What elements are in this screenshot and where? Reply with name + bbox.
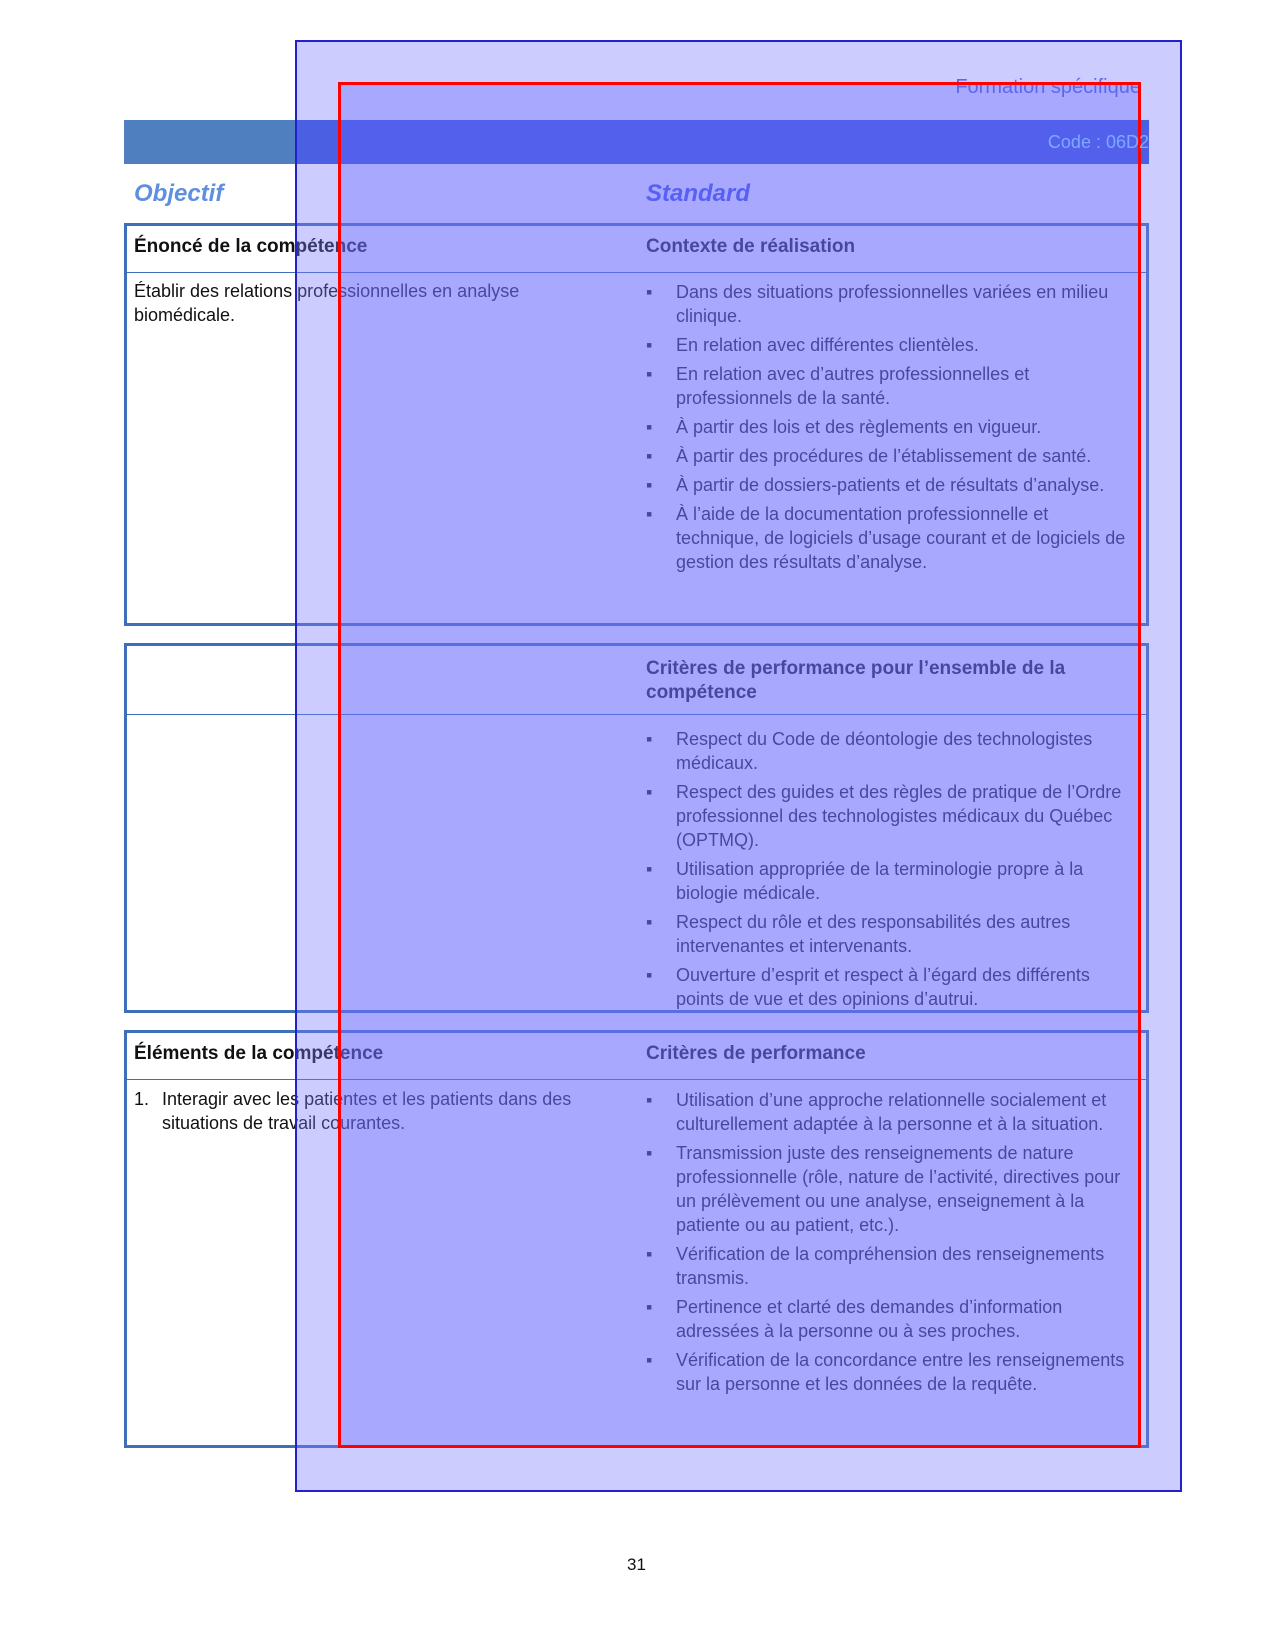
list-item: ▪ Vérification de la compréhension des renseignements transmis.: [646, 1242, 1136, 1290]
list-item: ▪ À l’aide de la documentation professionnelle et technique, de logiciels d’usage courant et de logiciels de gestion des résultats d’analyse.: [646, 502, 1136, 574]
list-item: ▪ En relation avec différentes clientèles.: [646, 333, 1136, 357]
statement-title: Énoncé de la compétence: [134, 236, 368, 257]
page-header-title: Formation spécifique: [955, 76, 1141, 98]
highlight-region-inner: [338, 82, 1141, 1448]
competency-statement: Établir des relations professionnelles en analyse biomédicale.: [134, 281, 520, 325]
list-item: ▪ À partir des procédures de l’établissement de santé.: [646, 444, 1136, 468]
overall-criteria-title: Critères de performance pour l’ensemble de la compétence: [646, 658, 1066, 703]
context-title: Contexte de réalisation: [646, 236, 856, 257]
list-item: ▪ Respect des guides et des règles de pratique de l’Ordre professionnel des technologistes médicaux du Québec (OPTMQ).: [646, 780, 1136, 852]
list-item: ▪ Ouverture d’esprit et respect à l’égard des différents points de vue et des opinions d’autrui.: [646, 963, 1136, 1011]
standard-heading: Standard: [646, 180, 751, 207]
objective-heading: Objectif: [134, 180, 224, 207]
list-item: ▪ Respect du rôle et des responsabilités des autres intervenantes et intervenants.: [646, 910, 1136, 958]
list-item: ▪ Vérification de la concordance entre les renseignements sur la personne et les données de la requête.: [646, 1348, 1136, 1396]
list-item: ▪ Respect du Code de déontologie des technologistes médicaux.: [646, 727, 1136, 775]
element-number: 1.: [134, 1089, 150, 1109]
list-item: ▪ À partir des lois et des règlements en vigueur.: [646, 415, 1136, 439]
list-item: ▪ Dans des situations professionnelles variées en milieu clinique.: [646, 280, 1136, 328]
performance-criteria-title: Critères de performance: [646, 1043, 866, 1064]
list-item: ▪ Utilisation d’une approche relationnelle socialement et culturellement adaptée à la personne et à la situation.: [646, 1088, 1136, 1136]
list-item: ▪ À partir de dossiers-patients et de résultats d’analyse.: [646, 473, 1136, 497]
list-item: ▪ Pertinence et clarté des demandes d’information adressées à la personne ou à ses proches.: [646, 1295, 1136, 1343]
list-item: ▪ Transmission juste des renseignements de nature professionnelle (rôle, nature de l’activité, directives pour un prélèvement ou une analyse, enseignement à la patiente ou au patient, etc.).: [646, 1141, 1136, 1237]
list-item: ▪ En relation avec d’autres professionnelles et professionnels de la santé.: [646, 362, 1136, 410]
element-text: Interagir avec les patientes et les patients dans des situations de travail courantes.: [162, 1089, 572, 1133]
page-number: 31: [627, 1555, 646, 1574]
program-code: Code : 06D2: [1047, 132, 1149, 152]
list-item: ▪ Utilisation appropriée de la terminologie propre à la biologie médicale.: [646, 857, 1136, 905]
elements-title: Éléments de la compétence: [134, 1043, 384, 1064]
